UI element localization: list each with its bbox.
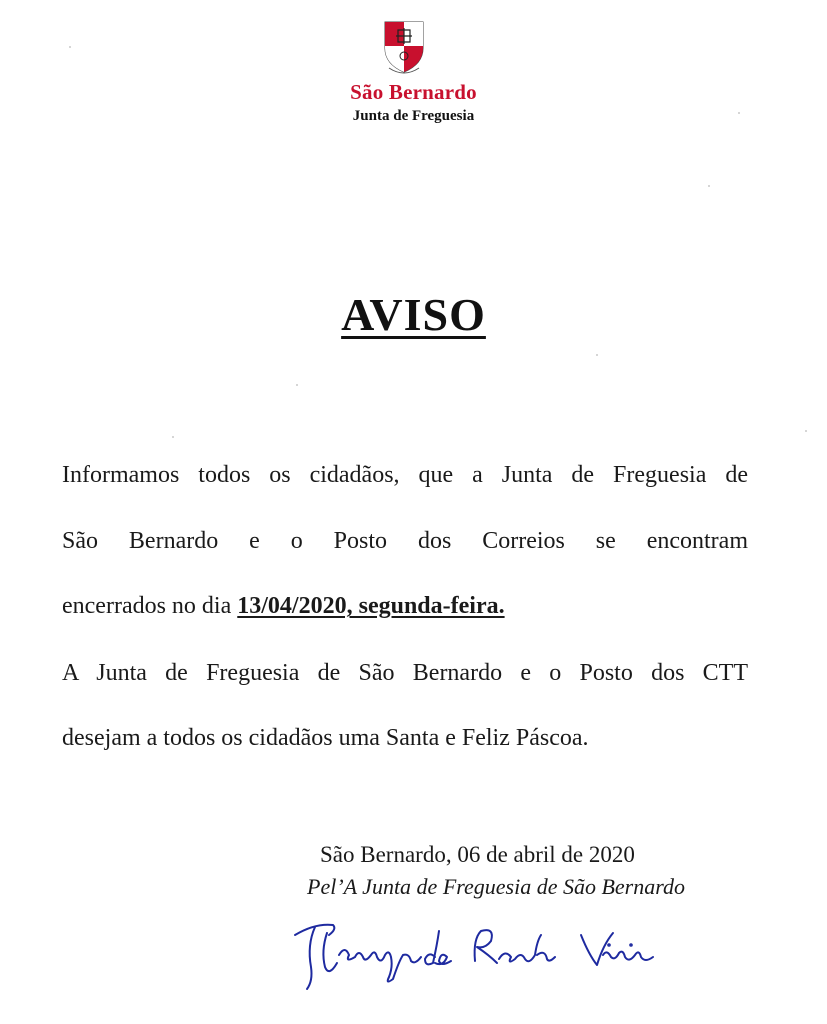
scan-speck xyxy=(596,354,598,356)
body-line-1: Informamos todos os cidadãos, que a Junta de Freguesia de xyxy=(62,462,748,488)
page-title: AVISO xyxy=(341,289,486,340)
body-line-4: A Junta de Freguesia de São Bernardo e o Posto dos CTT xyxy=(62,660,748,686)
body-line-3-text: encerrados no dia xyxy=(62,593,238,619)
scan-speck xyxy=(172,436,174,438)
body-line-5: desejam a todos os cidadãos uma Santa e Feliz Páscoa. xyxy=(62,725,589,751)
scan-speck xyxy=(296,384,298,386)
scan-speck xyxy=(805,430,807,432)
org-subtitle: Junta de Freguesia xyxy=(352,108,475,124)
scan-speck xyxy=(69,46,71,48)
signoff-on-behalf: Pel’A Junta de Freguesia de São Bernardo xyxy=(307,874,685,899)
signoff-place-date: São Bernardo, 06 de abril de 2020 xyxy=(320,842,635,867)
body-line-3 xyxy=(62,593,505,620)
handwritten-signature xyxy=(285,905,665,995)
body-line-2: São Bernardo e o Posto dos Correios se encontram xyxy=(62,528,748,554)
closure-date: 13/04/2020, segunda-feira. xyxy=(237,593,505,619)
org-name: São Bernardo xyxy=(350,80,477,104)
scan-speck xyxy=(738,112,740,114)
coat-of-arms-icon xyxy=(381,18,427,78)
scan-speck xyxy=(708,185,710,187)
